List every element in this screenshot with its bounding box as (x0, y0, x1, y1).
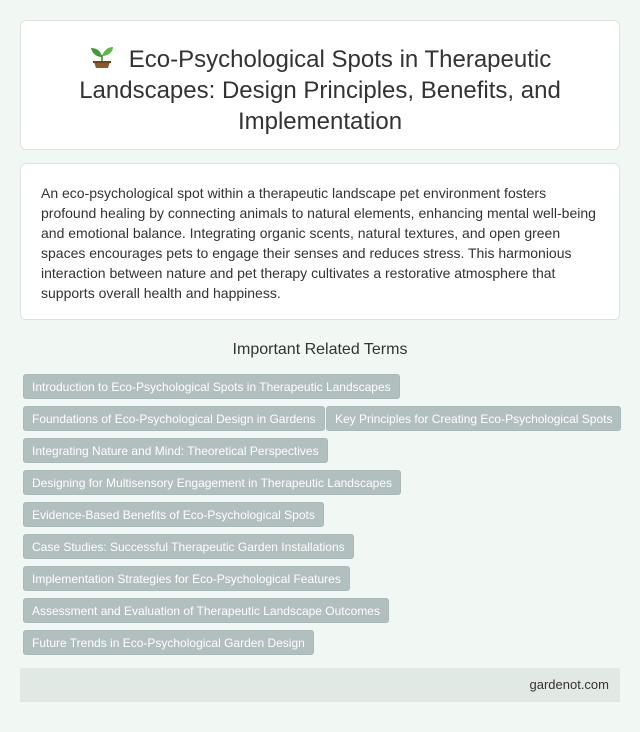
related-term-tag[interactable]: Designing for Multisensory Engagement in Therapeutic Landscapes (23, 470, 401, 495)
sprout-icon (89, 45, 115, 69)
related-term-tag[interactable]: Integrating Nature and Mind: Theoretical Perspectives (23, 438, 328, 463)
related-term-tag[interactable]: Implementation Strategies for Eco-Psychological Features (23, 566, 350, 591)
related-terms-heading: Important Related Terms (232, 341, 408, 358)
related-term-tag[interactable]: Assessment and Evaluation of Therapeutic Landscape Outcomes (23, 598, 389, 623)
related-term-tag[interactable]: Evidence-Based Benefits of Eco-Psychological Spots (23, 502, 324, 527)
related-term-tag[interactable]: Case Studies: Successful Therapeutic Garden Installations (23, 534, 354, 559)
page-title-text: Eco-Psychological Spots in Therapeutic Landscapes: Design Principles, Benefits, and Implementation (79, 46, 561, 135)
related-term-tag[interactable]: Key Principles for Creating Eco-Psychological Spots (326, 406, 621, 431)
footer (20, 668, 620, 702)
related-term-tag[interactable]: Foundations of Eco-Psychological Design in Gardens (23, 406, 325, 431)
description-card (20, 163, 620, 320)
description-text: An eco-psychological spot within a therapeutic landscape pet environment fosters profound healing by connecting animals to natural elements, enhancing mental well-being and emotional balance. Integrating organic scents, natural textures, and open green spaces encourages pets to engage their senses and reduces stress. This harmonious interaction between nature and pet therapy cultivates a restorative atmosphere that supports overall health and happiness. (41, 185, 596, 301)
footer-site-link[interactable]: gardenot.com (529, 677, 609, 692)
related-term-tag[interactable]: Future Trends in Eco-Psychological Garden Design (23, 630, 314, 655)
title-card (20, 20, 620, 150)
page-title (51, 44, 589, 137)
related-term-tag[interactable]: Introduction to Eco-Psychological Spots in Therapeutic Landscapes (23, 374, 400, 399)
